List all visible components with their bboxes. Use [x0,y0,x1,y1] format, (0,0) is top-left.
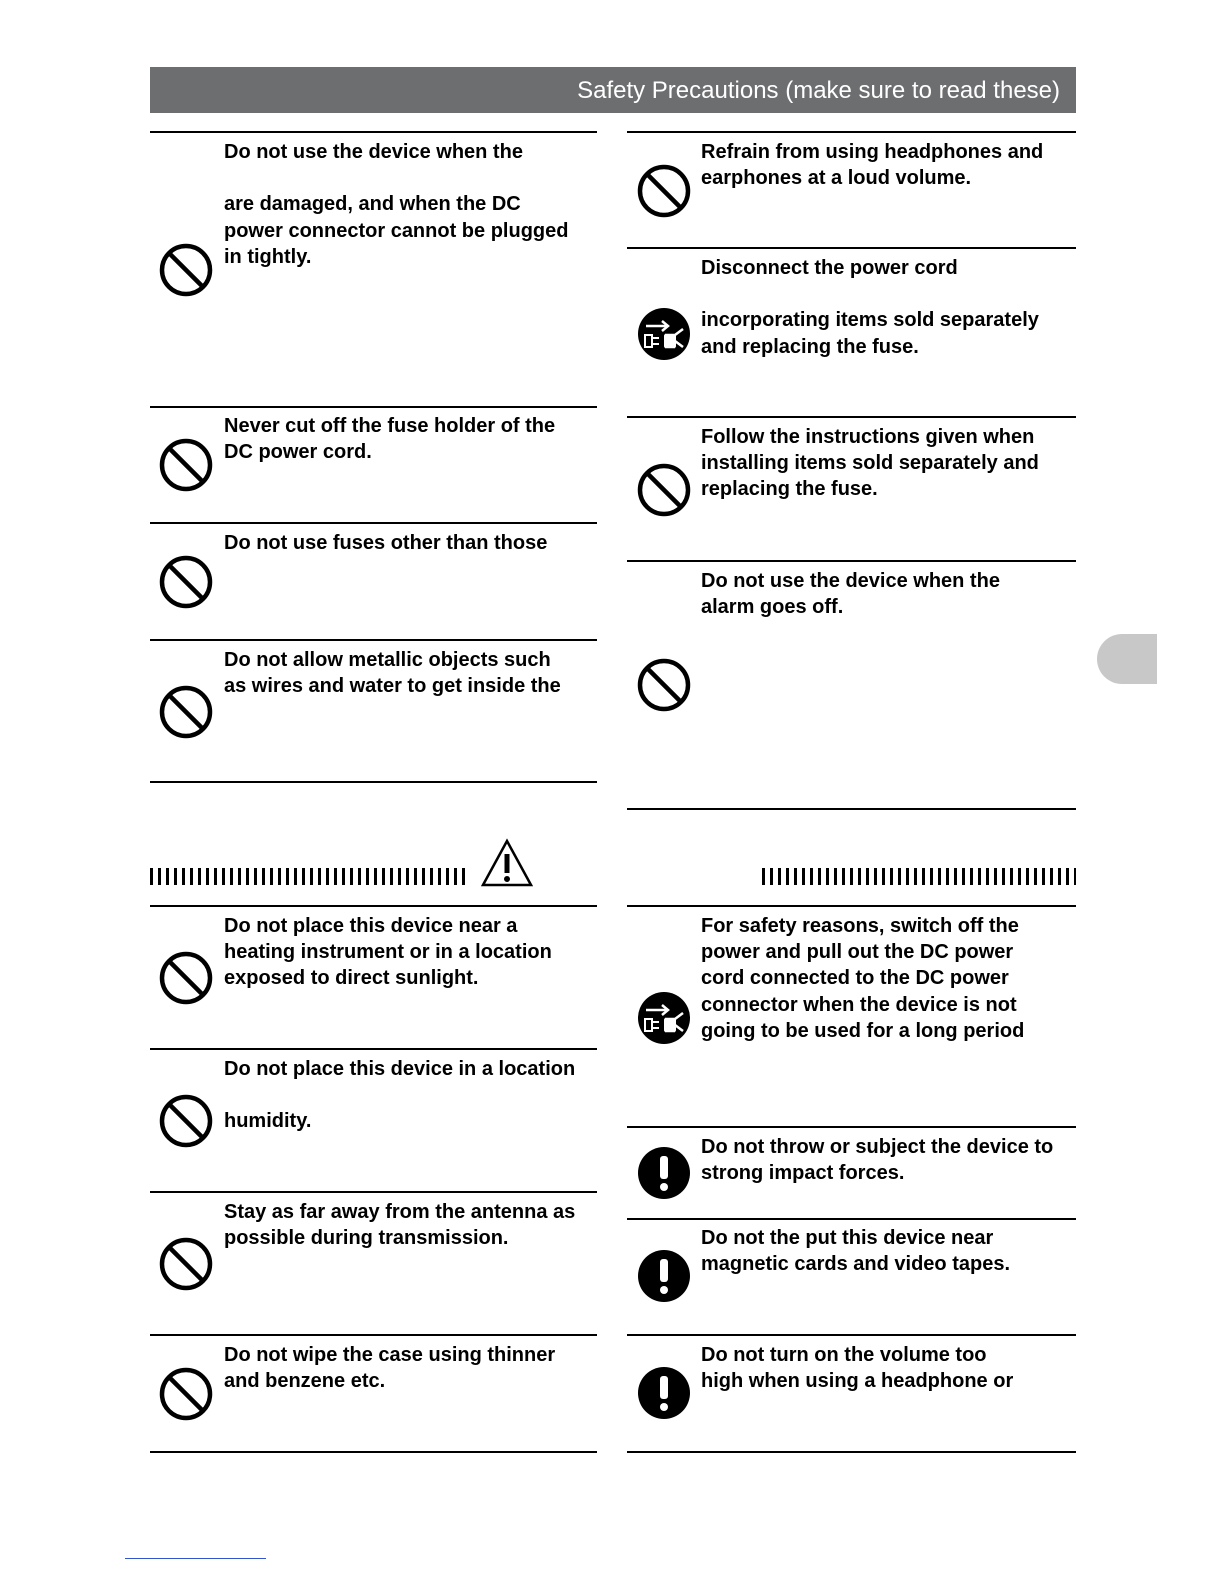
warning-triangle-icon [481,838,533,888]
prohibited-icon [159,438,213,492]
divider [627,1451,1076,1453]
divider [627,1334,1076,1336]
precaution-text: Do not use the device when the alarm goes off. [701,570,1000,619]
prohibited-icon [159,1094,213,1148]
divider [627,247,1076,249]
mandatory-exclamation-icon [637,1249,691,1303]
precaution-text: Do not turn on the volume too high when using a headphone or [701,1344,1014,1393]
prohibited-icon [159,685,213,739]
section-header [150,67,1076,113]
precaution-text: Do not the put this device near magnetic cards and video tapes. [701,1227,1010,1276]
mandatory-exclamation-icon [637,1146,691,1200]
prohibited-icon [159,951,213,1005]
divider [627,416,1076,418]
precaution-text: Do not use the device when the are damaged, and when the DC power connector cannot be plugged in tightly. [224,141,569,268]
divider [150,1334,597,1336]
mandatory-exclamation-icon [637,1366,691,1420]
unplug-icon [637,307,691,361]
precaution-text: Refrain from using headphones and earphones at a loud volume. [701,141,1044,190]
unplug-icon [637,991,691,1045]
prohibited-icon [159,1237,213,1291]
divider [627,1126,1076,1128]
precaution-text: For safety reasons, switch off the power and pull out the DC power cord connected to the DC power connector when the device is not going to be used for a long period [701,915,1025,1042]
precaution-text: Stay as far away from the antenna as possible during transmission. [224,1201,576,1250]
precaution-text: Do not use fuses other than those [224,532,548,554]
divider [627,905,1076,907]
divider [150,522,597,524]
divider [627,131,1076,133]
precaution-text: Do not allow metallic objects such as wires and water to get inside the [224,649,561,698]
divider [150,1451,597,1453]
divider [150,131,597,133]
prohibited-icon [159,243,213,297]
footer-line [125,1558,266,1559]
divider [150,1191,597,1193]
prohibited-icon [637,463,691,517]
divider [627,808,1076,810]
divider [150,1048,597,1050]
precaution-text: Do not place this device in a location humidity. [224,1058,576,1133]
caution-hatch-bar [762,868,1076,885]
precaution-text: Do not wipe the case using thinner and benzene etc. [224,1344,556,1393]
caution-hatch-bar [150,868,466,885]
precaution-text: Do not place this device near a heating instrument or in a location exposed to direct sunlight. [224,915,552,990]
prohibited-icon [159,555,213,609]
precaution-text: Follow the instructions given when installing items sold separately and replacing the fuse. [701,426,1039,501]
precaution-text: Do not throw or subject the device to strong impact forces. [701,1136,1054,1185]
divider [627,1218,1076,1220]
prohibited-icon [159,1367,213,1421]
divider [627,560,1076,562]
prohibited-icon [637,164,691,218]
divider [150,905,597,907]
divider [150,781,597,783]
divider [150,406,597,408]
divider [150,639,597,641]
prohibited-icon [637,658,691,712]
precaution-text: Disconnect the power cord incorporating items sold separately and replacing the fuse. [701,257,1039,358]
side-tab-marker [1097,634,1157,684]
precaution-text: Never cut off the fuse holder of the DC power cord. [224,415,556,464]
section-title: Safety Precautions (make sure to read these) [577,77,1060,104]
